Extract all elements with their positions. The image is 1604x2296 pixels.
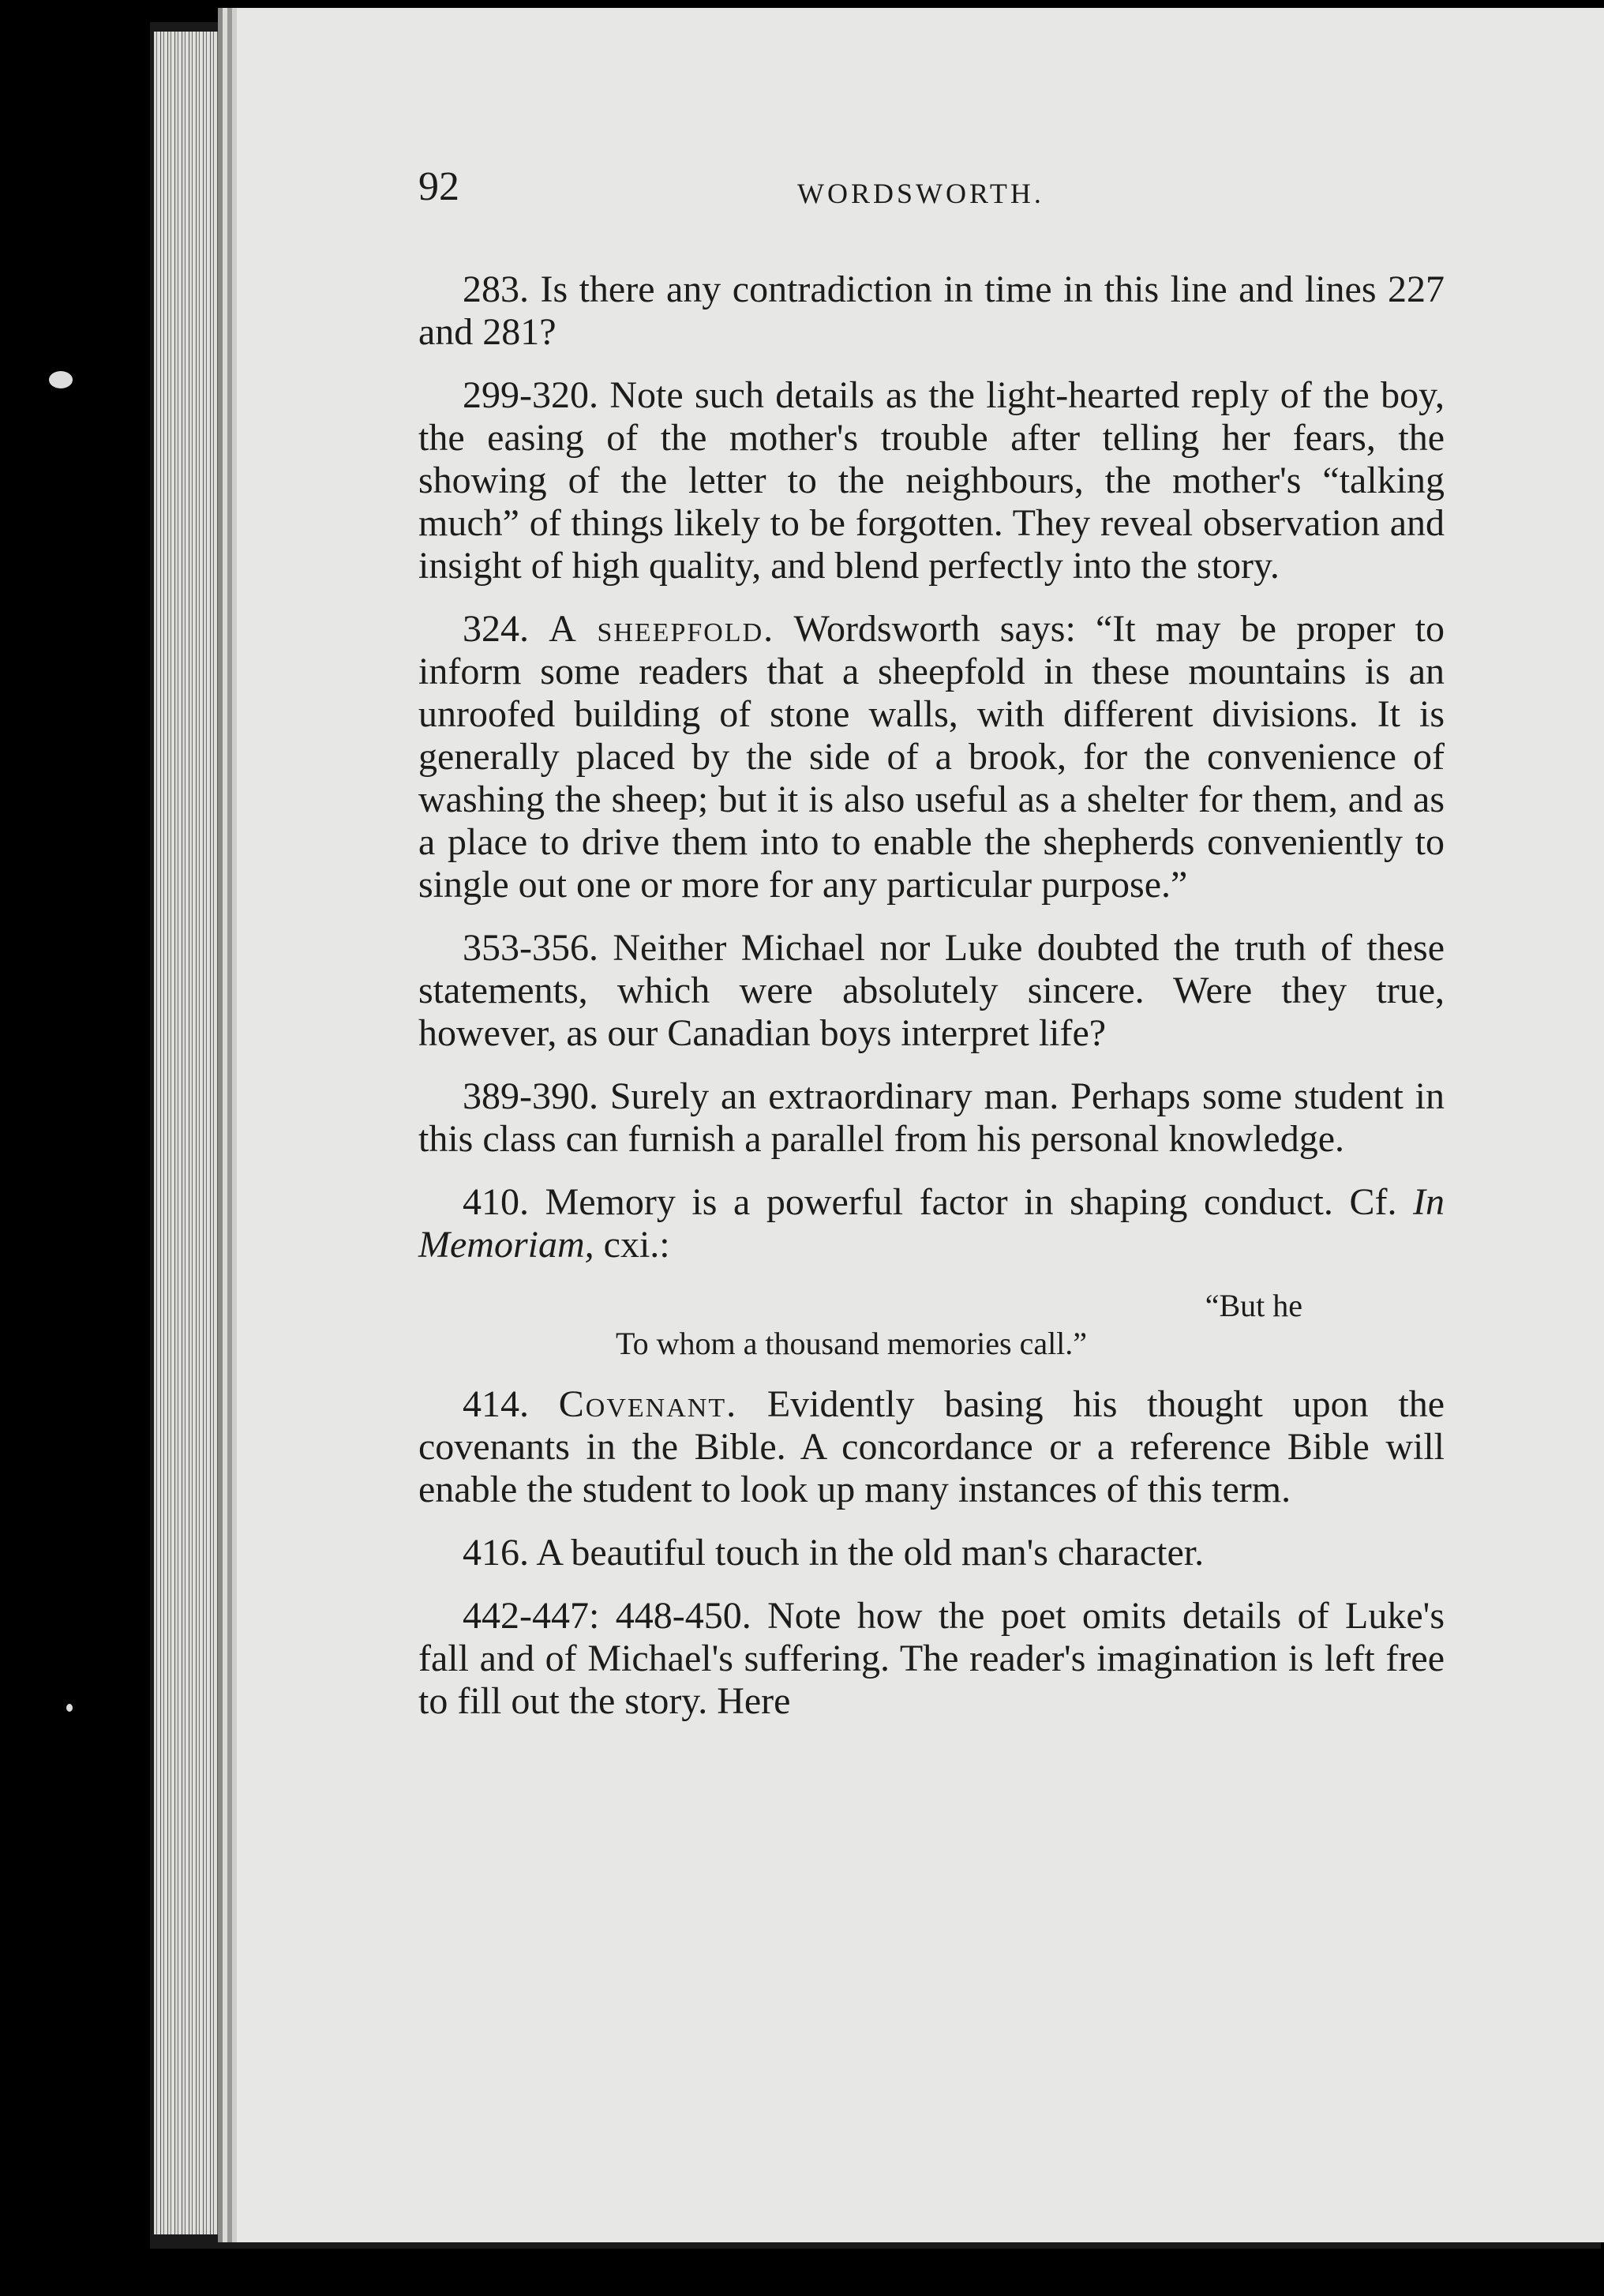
note-416 [418, 1532, 1445, 1574]
note-353-356 [418, 927, 1445, 1055]
note-324 [418, 608, 1445, 906]
notes-body [418, 268, 1445, 1743]
note-text: Surely an extraordinary man. Perhaps some student in this class can furnish a parallel from his personal knowledge. [418, 1075, 1445, 1160]
page-edges [154, 32, 233, 2234]
note-ref: 283. [463, 268, 529, 310]
note-text: Note how the poet omits details of Luke's fall and of Michael's suffering. The reader's imagination is left free to fill out the story. Here [418, 1595, 1445, 1722]
scan-speck [49, 371, 73, 388]
note-text: Wordsworth says: “It may be proper to inform some readers that a sheepfold in these mountains is an unroofed building of stone walls, with different divisions. It is generally placed by the side of a brook, for the convenience of washing the sheep; but it is also useful as a shelter for them, and as a place to drive them into to enable the shepherds conveniently to single out one or more for any particular purpose.” [418, 608, 1445, 906]
note-ref: 414. [463, 1383, 529, 1425]
note-ref: 324. [463, 608, 529, 650]
note-ref: 299-320. [463, 374, 598, 416]
note-text: Neither Michael nor Luke doubted the truth of these statements, which were absolutely sincere. Were they true, however, as our Canadian boys interpret life? [418, 927, 1445, 1054]
running-title: WORDSWORTH. [797, 178, 1044, 209]
note-410 [418, 1181, 1445, 1266]
note-italic-title: In Memoriam, [418, 1181, 1445, 1266]
note-299-320 [418, 374, 1445, 587]
note-442-450 [418, 1595, 1445, 1723]
note-283 [418, 268, 1445, 354]
note-ref: 416. [463, 1532, 529, 1574]
running-head [403, 166, 1445, 213]
note-text: Is there any contradiction in time in this line and lines 227 and 281? [418, 268, 1445, 353]
note-text: Memory is a powerful factor in shaping conduct. Cf. [545, 1181, 1397, 1223]
note-lemma: Covenant. [558, 1383, 738, 1425]
scan-speck [66, 1704, 73, 1712]
note-ref: 410. [463, 1181, 529, 1223]
note-text: Evidently basing his thought upon the covenants in the Bible. A concordance or a reference Bible will enable the student to look up many instances of this term. [418, 1383, 1445, 1510]
note-ref: 353-356. [463, 927, 598, 969]
note-ref: 389-390. [463, 1075, 598, 1117]
note-text: A beautiful touch in the old man's character. [536, 1532, 1205, 1574]
note-ref: 442-447: 448-450. [463, 1595, 751, 1637]
quote-line: “But he [1205, 1288, 1302, 1323]
note-text-after: cxi.: [603, 1224, 670, 1266]
block-quote [418, 1287, 1445, 1363]
page-number: 92 [418, 164, 459, 209]
quote-line: To whom a thousand memories call.” [616, 1326, 1088, 1361]
note-text: Note such details as the light-hearted reply of the boy, the easing of the mother's trouble after telling her fears, the showing of the letter to the neighbours, the mother's “talking much” of things likely to be forgotten. They reveal observation and insight of high quality, and blend perfectly into the story. [418, 374, 1445, 587]
note-lemma: A sheepfold. [549, 608, 775, 650]
note-414 [418, 1383, 1445, 1511]
note-389-390 [418, 1075, 1445, 1161]
